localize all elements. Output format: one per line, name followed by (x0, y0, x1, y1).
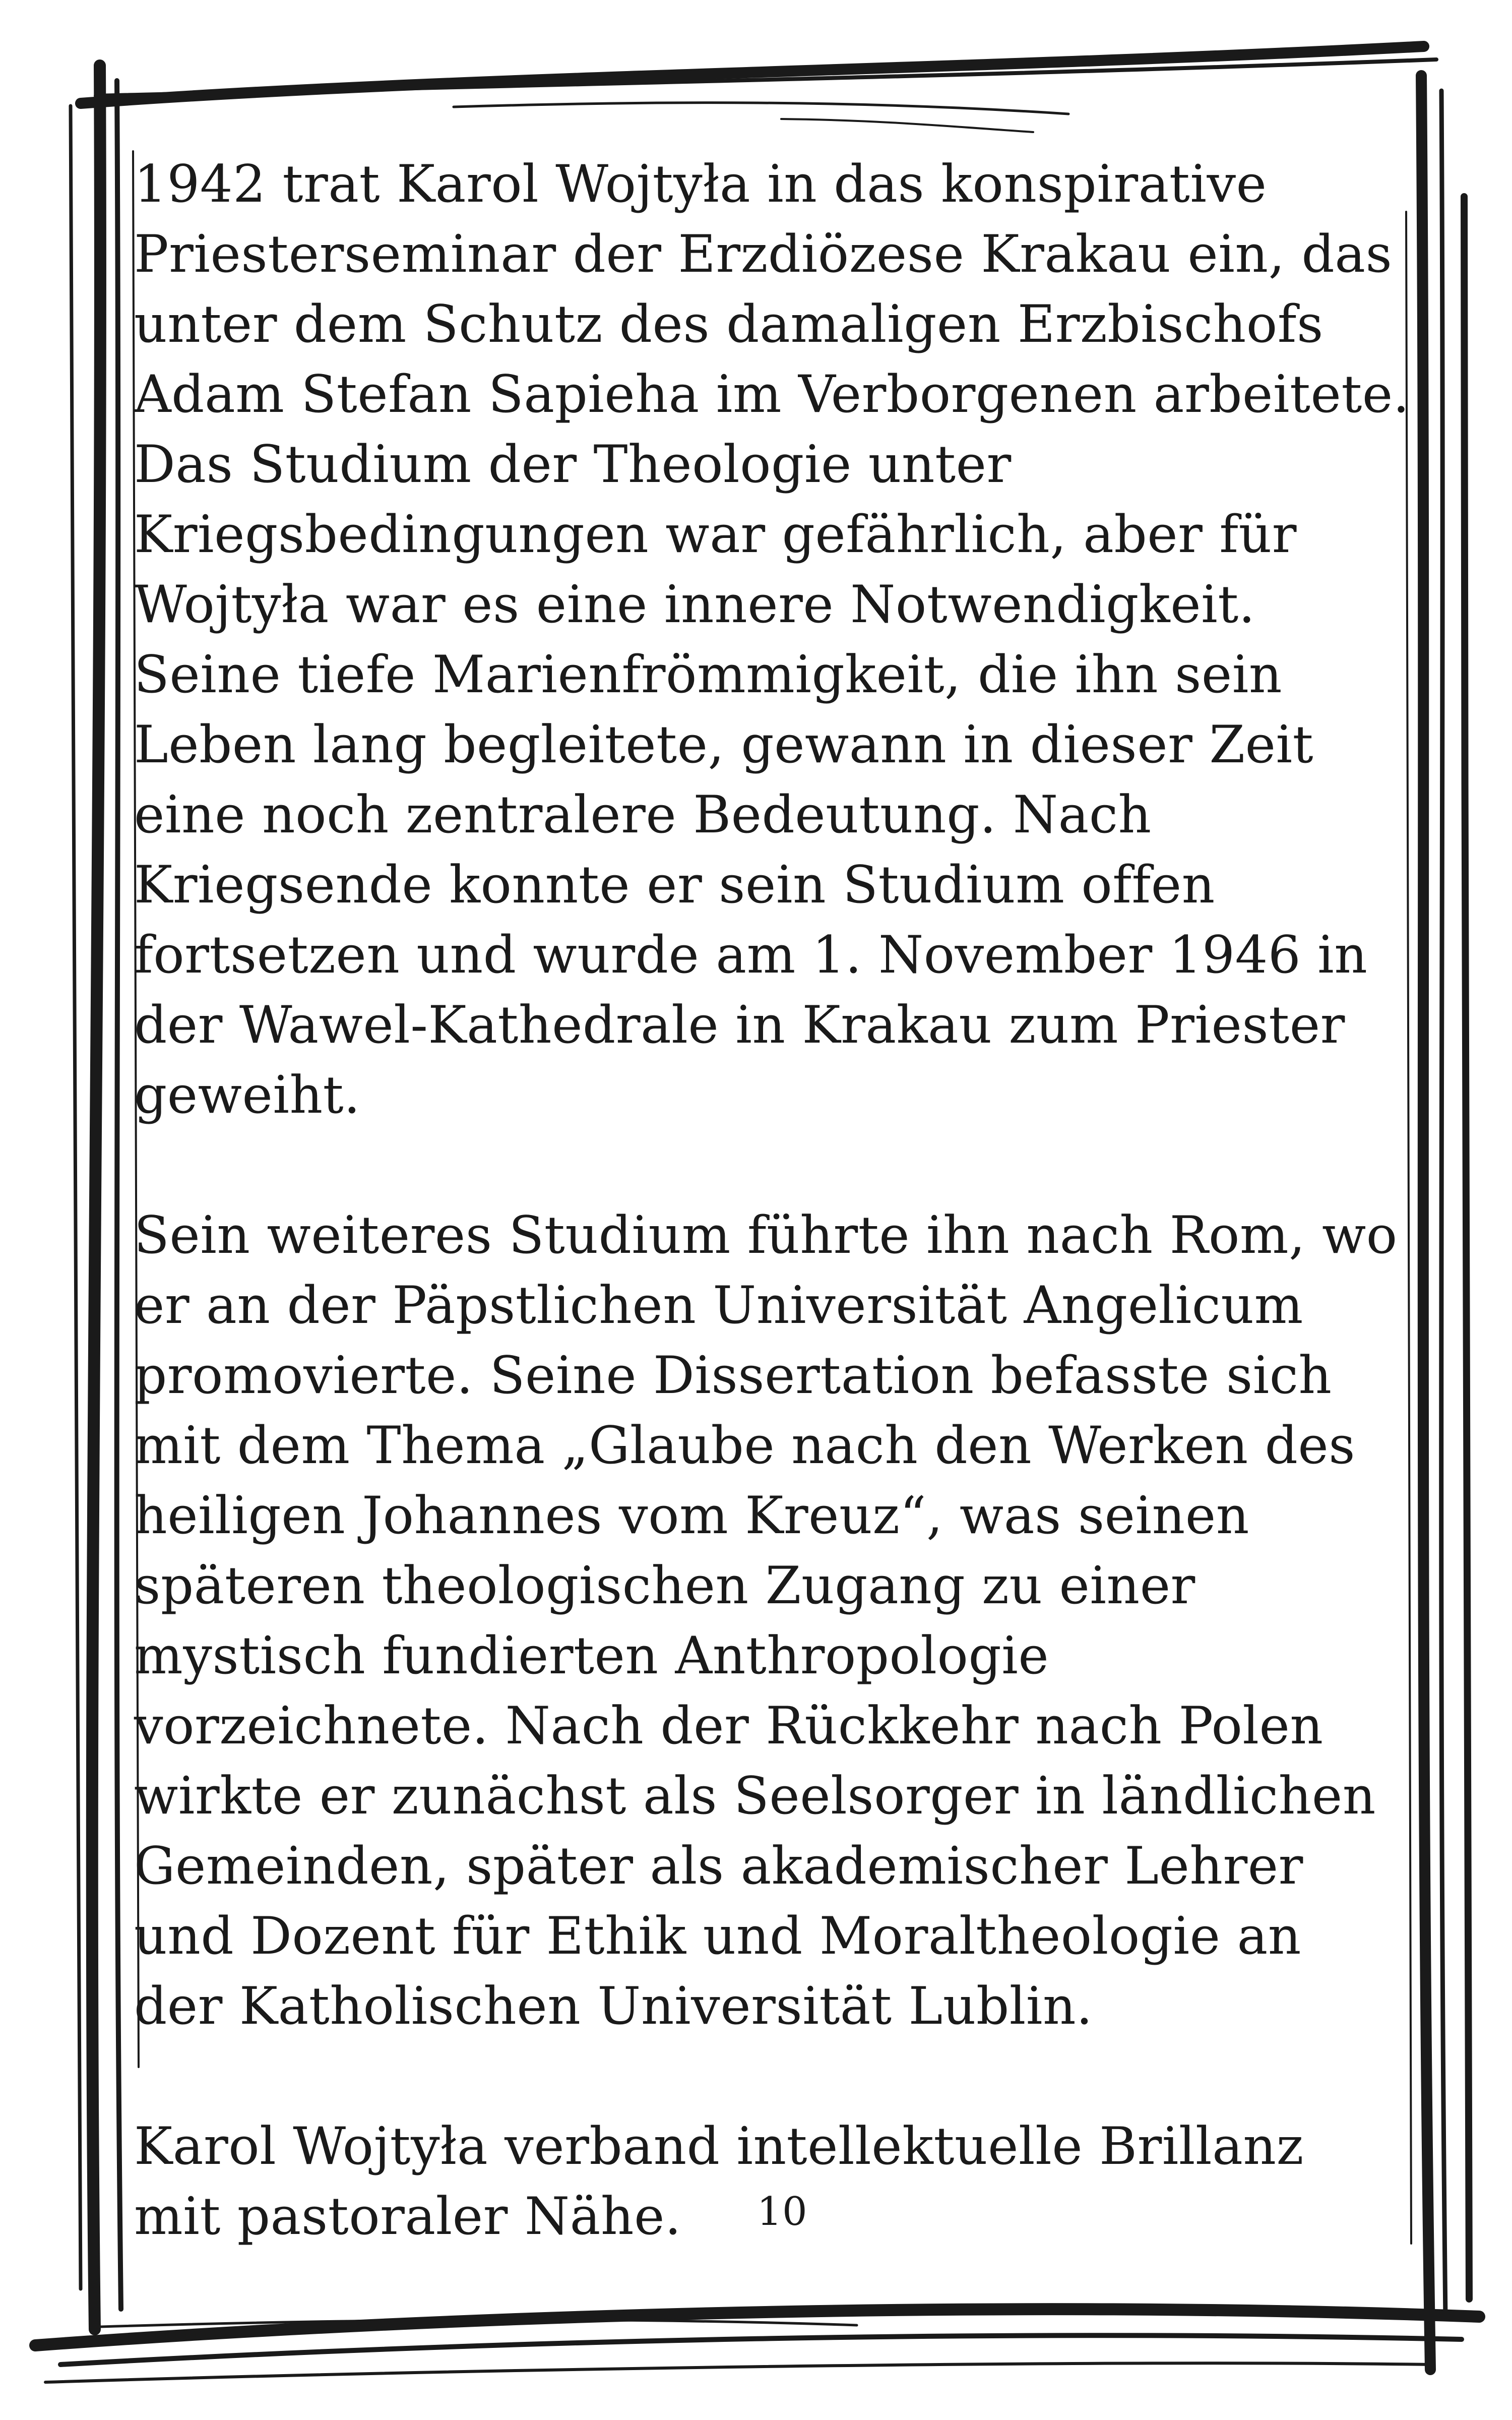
frame-left-stroke (71, 106, 81, 2289)
text-line: 1942 trat Karol Wojtyła in das konspirative (134, 154, 1267, 214)
frame-left-stroke (117, 81, 121, 2309)
page-number: 10 (757, 2189, 808, 2234)
text-line: Adam Stefan Sapieha im Verborgenen arbeitete. (134, 365, 1410, 425)
frame-top-stroke (454, 103, 1068, 114)
text-line: mystisch fundierten Anthropologie (134, 1626, 1049, 1686)
text-line: Priesterseminar der Erzdiözese Krakau ein, das (134, 224, 1393, 284)
text-line-with-page-number (134, 2182, 1394, 2256)
text-line: Sein weiteres Studium führte ihn nach Rom, wo (134, 1205, 1398, 1265)
text-line: geweiht. (134, 1065, 361, 1125)
text-line: Kriegsbedingungen war gefährlich, aber für (134, 505, 1297, 565)
text-line: er an der Päpstlichen Universität Angelicum (134, 1276, 1303, 1336)
text-line: Leben lang begleitete, gewann in dieser Zeit (134, 715, 1314, 775)
text-line: vorzeichnete. Nach der Rückkehr nach Polen (134, 1696, 1324, 1756)
page-body (134, 149, 1410, 2256)
text-line: wirkte er zunächst als Seelsorger in ländlichen (134, 1766, 1376, 1826)
text-line: Karol Wojtyła verband intellektuelle Brillanz (134, 2116, 1304, 2176)
frame-right-stroke (1464, 197, 1469, 2299)
frame-right-stroke (1421, 76, 1430, 2370)
frame-top-stroke (781, 119, 1033, 132)
text-line: promovierte. Seine Dissertation befasste sich (134, 1346, 1332, 1406)
text-line: der Katholischen Universität Lublin. (134, 1976, 1093, 2036)
text-line: der Wawel-Kathedrale in Krakau zum Priester (134, 995, 1345, 1055)
frame-right-stroke (1406, 212, 1411, 2244)
frame-right-stroke (1441, 91, 1445, 2319)
frame-bottom-stroke (45, 2363, 1431, 2382)
frame-top-stroke (96, 59, 1436, 96)
text-line: Gemeinden, später als akademischer Lehrer (134, 1836, 1303, 1896)
text-line: mit dem Thema „Glaube nach den Werken des (134, 1416, 1356, 1476)
paragraph (134, 2111, 1394, 2256)
frame-top-stroke (81, 46, 1424, 103)
text-line: eine noch zentralere Bedeutung. Nach (134, 785, 1152, 845)
text-line: Kriegsende konnte er sein Studium offen (134, 855, 1215, 915)
text-line: Seine tiefe Marienfrömmigkeit, die ihn sein (134, 645, 1283, 705)
text-line: mit pastoraler Nähe. (134, 2187, 681, 2247)
text-line: Das Studium der Theologie unter (134, 435, 1012, 495)
frame-bottom-stroke (60, 2335, 1462, 2365)
paragraph (134, 149, 1410, 1130)
frame-left-stroke (92, 66, 100, 2329)
text-line: Wojtyła war es eine innere Notwendigkeit. (134, 575, 1255, 635)
text-line: fortsetzen und wurde am 1. November 1946 in (134, 925, 1368, 985)
text-line: heiligen Johannes vom Kreuz“, was seinen (134, 1486, 1249, 1546)
text-line: späteren theologischen Zugang zu einer (134, 1556, 1195, 1616)
paragraph (134, 1200, 1398, 2041)
text-line: unter dem Schutz des damaligen Erzbischofs (134, 294, 1324, 354)
text-line: und Dozent für Ethik und Moraltheologie an (134, 1906, 1301, 1966)
